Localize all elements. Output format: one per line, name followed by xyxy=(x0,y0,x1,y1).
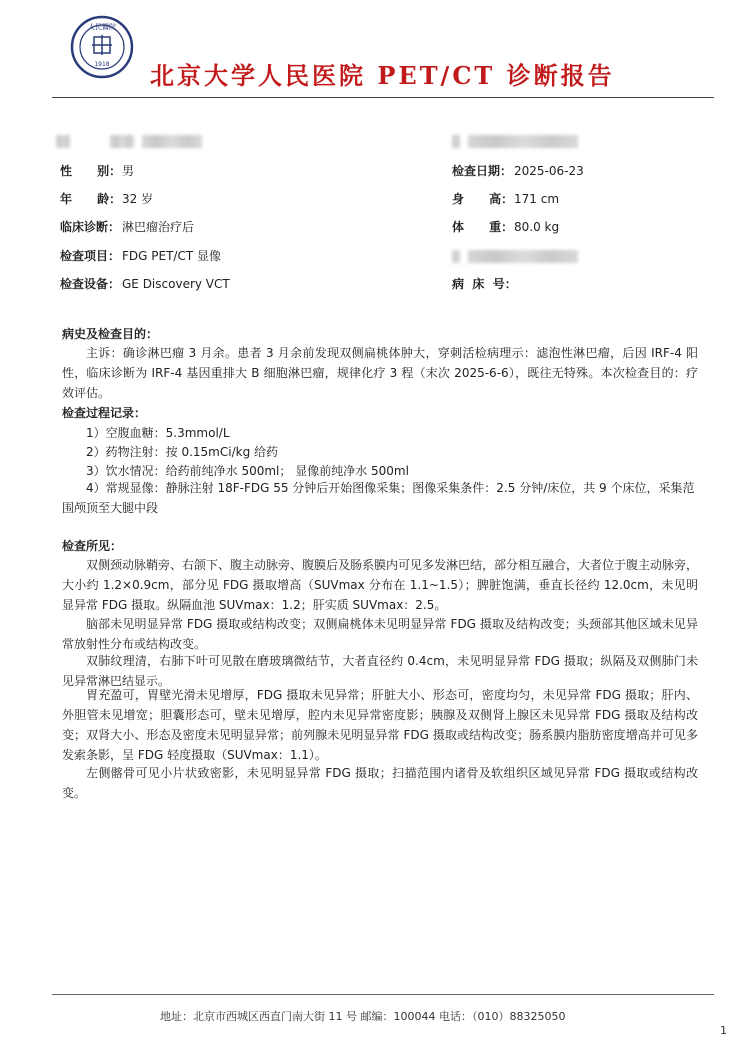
procedure-title: 检查过程记录： xyxy=(62,406,147,420)
ward-label: 病 床 号： xyxy=(452,277,517,291)
procedure-item: 2）药物注射：按 0.15mCi/kg 给药 xyxy=(86,445,278,459)
exam-date-row xyxy=(452,164,584,178)
findings-paragraph: 左侧髂骨可见小片状致密影，未见明显异常 FDG 摄取；扫描范围内诸骨及软组织区域见异常 FDG 摄取或结构改变。 xyxy=(62,766,698,800)
weight-label: 体 重： xyxy=(452,220,514,234)
findings-title: 检查所见： xyxy=(62,539,123,553)
patient-id-row xyxy=(452,134,578,148)
history-title: 病史及检查目的： xyxy=(62,327,159,341)
header-divider xyxy=(52,97,714,98)
findings-paragraph: 脑部未见明显异常 FDG 摄取或结构改变；双侧扁桃体未见明显异常 FDG 摄取及结构改变；头颈部其他区域未见异常放射性分布或结构改变。 xyxy=(62,617,698,651)
height-row xyxy=(452,192,559,206)
gender-row xyxy=(60,164,134,178)
device-label: 检查设备： xyxy=(60,277,121,291)
procedure-item: 4）常规显像：静脉注射 18F-FDG 55 分钟后开始图像采集；图像采集条件：2.5 分钟/床位，共 9 个床位，采集范围颅顶至大腿中段 xyxy=(62,481,695,515)
name-label-redacted xyxy=(56,135,70,148)
weight-row xyxy=(452,220,559,234)
procedure-item: 1）空腹血糖：5.3mmol/L xyxy=(86,426,230,440)
findings-paragraph: 双侧颈动脉鞘旁、右颌下、腹主动脉旁、腹膜后及肠系膜内可见多发淋巴结，部分相互融合，大者位于腹主动脉旁，大小约 1.2×0.9cm，部分见 FDG 摄取增高（SUVmax 分布在 1.1~1.5）；脾脏饱满，垂直长径约 12.0cm，未见明显异常 FDG 摄取。纵隔血池 SUVmax：1.2；肝实质 SUVmax：2.5。 xyxy=(62,558,699,612)
height-value: 171 cm xyxy=(514,192,560,206)
history-text: 主诉：确诊淋巴瘤 3 月余。患者 3 月余前发现双侧扁桃体肿大，穿刺活检病理示：滤泡性淋巴瘤，后因 IRF-4 阳性，临床诊断为 IRF-4 基因重排大 B 细胞淋巴瘤，规律化疗 3 程（末次 2025-6-6），既往无特殊。本次检查目的：疗效评估。 xyxy=(62,346,698,400)
ward-row xyxy=(452,277,517,291)
footer-address: 地址：北京市西城区西直门南大街 11 号 邮编：100044 电话：（010）88325050 xyxy=(160,1010,566,1023)
diagnosis-value: 淋巴瘤治疗后 xyxy=(122,220,195,234)
gender-label: 性 别： xyxy=(60,164,122,178)
hospital-logo xyxy=(70,15,134,79)
svg-text:1918: 1918 xyxy=(94,61,110,68)
weight-value: 80.0 kg xyxy=(514,220,560,234)
exam-date-value: 2025-06-23 xyxy=(514,164,584,178)
svg-text:人民醫院: 人民醫院 xyxy=(88,23,116,31)
age-value: 32 岁 xyxy=(122,192,154,206)
patient-id-redacted xyxy=(468,135,578,148)
exam-date-label: 检查日期： xyxy=(452,164,513,178)
exam-item-row xyxy=(60,249,221,263)
device-value: GE Discovery VCT xyxy=(122,277,230,291)
gender-value: 男 xyxy=(122,164,135,178)
age-label: 年 龄： xyxy=(60,192,122,206)
height-label: 身 高： xyxy=(452,192,514,206)
device-row xyxy=(60,277,230,291)
redacted-field xyxy=(468,250,578,263)
diagnosis-label: 临床诊断： xyxy=(60,220,121,234)
diagnosis-row xyxy=(60,220,194,234)
patient-name-row xyxy=(56,134,202,148)
exam-item-label: 检查项目： xyxy=(60,249,121,263)
page-number: 1 xyxy=(720,1024,727,1037)
name-value-redacted xyxy=(110,135,134,148)
report-title: 北京大学人民医院 PET/CT 诊断报告 xyxy=(150,61,615,90)
findings-paragraph: 双肺纹理清，右肺下叶可见散在磨玻璃微结节，大者直径约 0.4cm，未见明显异常 FDG 摄取；纵隔及双侧肺门未见异常淋巴结显示。 xyxy=(62,654,698,688)
redacted-row xyxy=(452,249,578,263)
findings-paragraph: 胃充盈可，胃壁光滑未见增厚，FDG 摄取未见异常；肝脏大小、形态可，密度均匀，未见异常 FDG 摄取；肝内、外胆管未见增宽；胆囊形态可，壁未见增厚，腔内未见异常密度影；胰腺及双侧肾上腺区未见异常 FDG 摄取及结构改变；双肾大小、形态及密度未见明显异常；前列腺未见明显异常 FDG 摄取或结构改变；肠系膜内脂肪密度增高并可见多发索条影，呈 FDG 轻度摄取（SUVmax：1.1）。 xyxy=(62,688,698,762)
footer-divider xyxy=(52,994,714,995)
exam-item-value: FDG PET/CT 显像 xyxy=(122,249,221,263)
procedure-item: 3）饮水情况：给药前纯净水 500ml； 显像前纯净水 500ml xyxy=(86,464,409,478)
age-row xyxy=(60,192,153,206)
